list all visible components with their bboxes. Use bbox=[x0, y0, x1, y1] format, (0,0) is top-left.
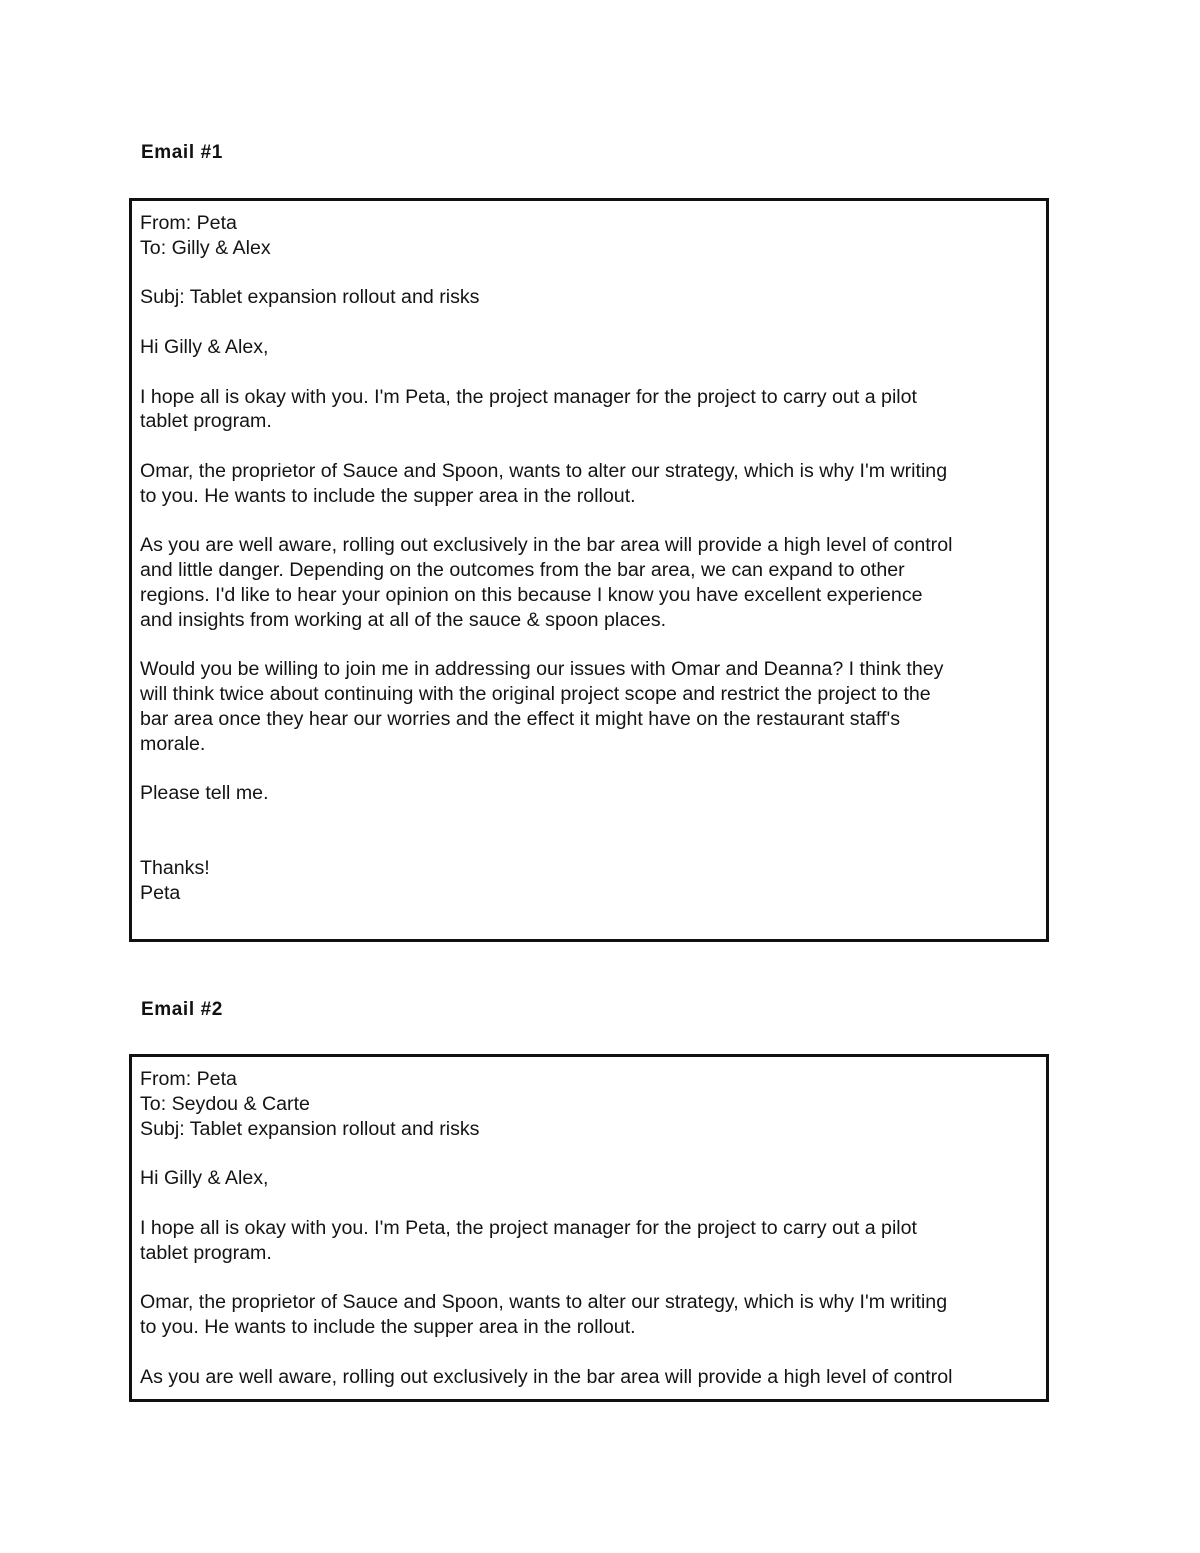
blank-line bbox=[140, 757, 1038, 782]
email-2-to: To: Seydou & Carte bbox=[140, 1092, 310, 1115]
paragraph-line: Omar, the proprietor of Sauce and Spoon, wants to alter our strategy, which is why I'm writing bbox=[140, 459, 948, 482]
blank-line bbox=[140, 633, 1038, 658]
paragraph-line: and little danger. Depending on the outcomes from the bar area, we can expand to other bbox=[140, 559, 905, 582]
email-1-subject: Subj: Tablet expansion rollout and risks bbox=[140, 286, 480, 309]
blank-line bbox=[140, 360, 1038, 385]
email-1-paragraph bbox=[140, 385, 1038, 435]
paragraph-line: I hope all is okay with you. I'm Peta, the project manager for the project to carry out a pilot bbox=[140, 385, 917, 408]
paragraph-line: Would you be willing to join me in addressing our issues with Omar and Deanna? I think they bbox=[140, 658, 944, 681]
paragraph-line: tablet program. bbox=[140, 410, 272, 433]
paragraph-line: and insights from working at all of the sauce & spoon places. bbox=[140, 608, 667, 631]
paragraph-line: As you are well aware, rolling out exclusively in the bar area will provide a high level of control bbox=[140, 534, 953, 557]
email-2-greeting: Hi Gilly & Alex, bbox=[140, 1167, 269, 1190]
email-1-to: To: Gilly & Alex bbox=[140, 236, 271, 259]
blank-line bbox=[140, 1340, 1038, 1365]
email-1-from: From: Peta bbox=[140, 212, 237, 234]
paragraph-line: to you. He wants to include the supper area in the rollout. bbox=[140, 484, 636, 507]
email-1-greeting: Hi Gilly & Alex, bbox=[140, 335, 269, 358]
email-2-paragraph bbox=[140, 1365, 1038, 1390]
paragraph-line: regions. I'd like to hear your opinion on this because I know you have excellent experience bbox=[140, 583, 923, 606]
blank-line bbox=[140, 806, 1038, 831]
email-1-paragraph bbox=[140, 533, 1038, 632]
email-2-heading: Email #2 bbox=[141, 999, 223, 1020]
email-1-heading: Email #1 bbox=[141, 142, 223, 163]
email-2-paragraph bbox=[140, 1290, 1038, 1340]
blank-line bbox=[140, 1141, 1038, 1166]
email-2-subject: Subj: Tablet expansion rollout and risks bbox=[140, 1117, 480, 1140]
paragraph-line: I hope all is okay with you. I'm Peta, the project manager for the project to carry out a pilot bbox=[140, 1216, 917, 1239]
blank-line bbox=[140, 509, 1038, 534]
email-1-paragraph bbox=[140, 459, 1038, 509]
email-1-paragraph bbox=[140, 781, 1038, 806]
blank-line bbox=[140, 831, 1038, 856]
email-1-box bbox=[129, 198, 1049, 942]
paragraph-line: bar area once they hear our worries and the effect it might have on the restaurant staff's bbox=[140, 707, 900, 730]
paragraph-line: to you. He wants to include the supper area in the rollout. bbox=[140, 1315, 636, 1338]
paragraph-line: As you are well aware, rolling out exclusively in the bar area will provide a high level of control bbox=[140, 1365, 953, 1388]
paragraph-line: morale. bbox=[140, 732, 206, 755]
blank-line bbox=[140, 1191, 1038, 1216]
blank-line bbox=[140, 261, 1038, 286]
blank-line bbox=[140, 1265, 1038, 1290]
paragraph-line: Omar, the proprietor of Sauce and Spoon, wants to alter our strategy, which is why I'm writing bbox=[140, 1291, 948, 1314]
paragraph-line: will think twice about continuing with the original project scope and restrict the project to the bbox=[140, 683, 931, 706]
email-2-box bbox=[129, 1054, 1049, 1402]
paragraph-line: Please tell me. bbox=[140, 782, 269, 805]
email-2-from: From: Peta bbox=[140, 1068, 237, 1090]
email-2-paragraph bbox=[140, 1216, 1038, 1266]
paragraph-line: tablet program. bbox=[140, 1241, 272, 1264]
email-1-paragraph bbox=[140, 657, 1038, 756]
email-1-signature: Peta bbox=[140, 881, 181, 904]
email-1-body bbox=[132, 201, 1046, 905]
email-1-signoff: Thanks! bbox=[140, 856, 210, 879]
blank-line bbox=[140, 310, 1038, 335]
email-2-body bbox=[132, 1057, 1046, 1389]
blank-line bbox=[140, 434, 1038, 459]
